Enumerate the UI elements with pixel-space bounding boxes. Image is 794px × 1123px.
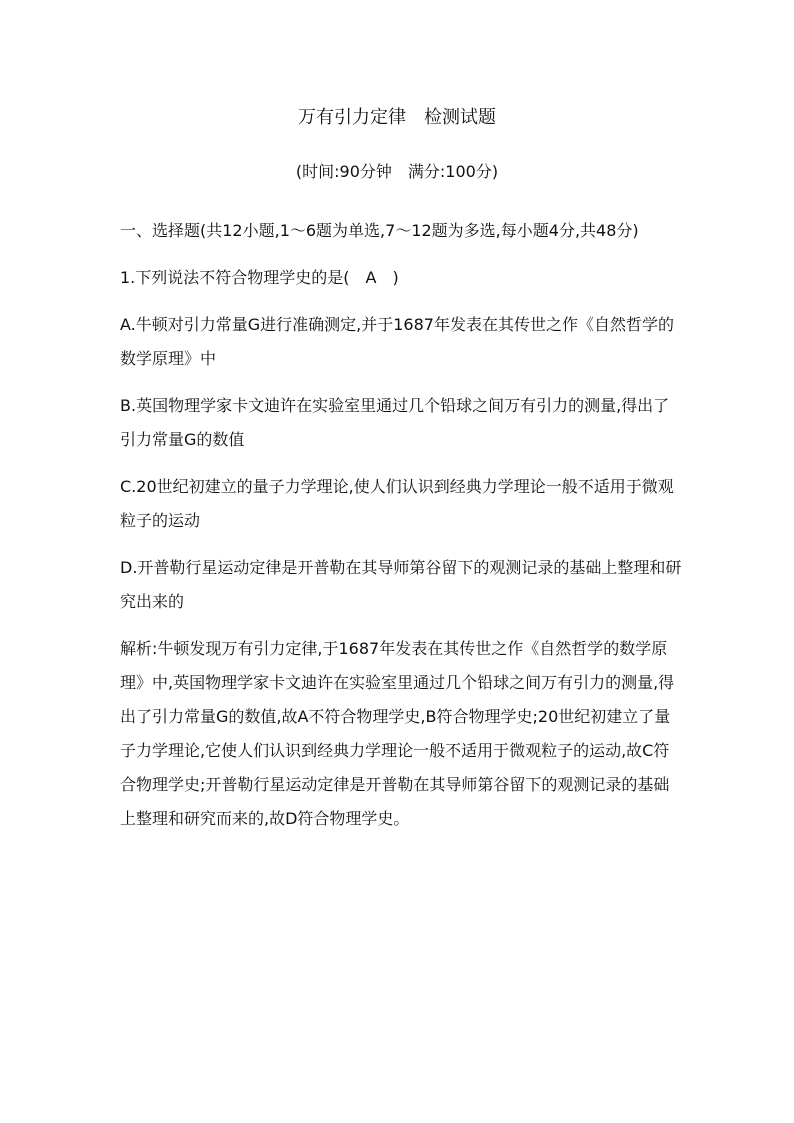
option-b: B.英国物理学家卡文迪许在实验室里通过几个铅球之间万有引力的测量,得出了引力常量G的数值	[120, 396, 670, 449]
question-stem	[120, 261, 682, 295]
exam-info: (时间:90分钟 满分:100分)	[295, 162, 499, 181]
question-answer: A	[349, 268, 393, 287]
question-text: 1.下列说法不符合物理学史的是(	[120, 268, 350, 287]
document-content	[120, 214, 682, 849]
option-a: A.牛顿对引力常量G进行准确测定,并于1687年发表在其传世之作《自然哲学的数学原理》中	[120, 315, 674, 368]
option-c: C.20世纪初建立的量子力学理论,使人们认识到经典力学理论一般不适用于微观粒子的运动	[120, 477, 674, 530]
option-d: D.开普勒行星运动定律是开普勒在其导师第谷留下的观测记录的基础上整理和研究出来的	[120, 558, 682, 611]
question-stem-end: )	[392, 268, 399, 287]
page-title: 万有引力定律 检测试题	[298, 107, 496, 128]
analysis-text: 解析:牛顿发现万有引力定律,于1687年发表在其传世之作《自然哲学的数学原理》中,英国物理学家卡文迪许在实验室里通过几个铅球之间万有引力的测量,得出了引力常量G的数值,故A不符合物理学史,B符合物理学史;20世纪初建立了量子力学理论,它使人们认识到经典力学理论一般不适用于微观粒子的运动,故C符合物理学史;开普勒行星运动定律是开普勒在其导师第谷留下的观测记录的基础上整理和研究而来的,故D符合物理学史。	[120, 639, 675, 828]
section-heading: 一、选择题(共12小题,1～6题为单选,7～12题为多选,每小题4分,共48分)	[120, 221, 639, 240]
